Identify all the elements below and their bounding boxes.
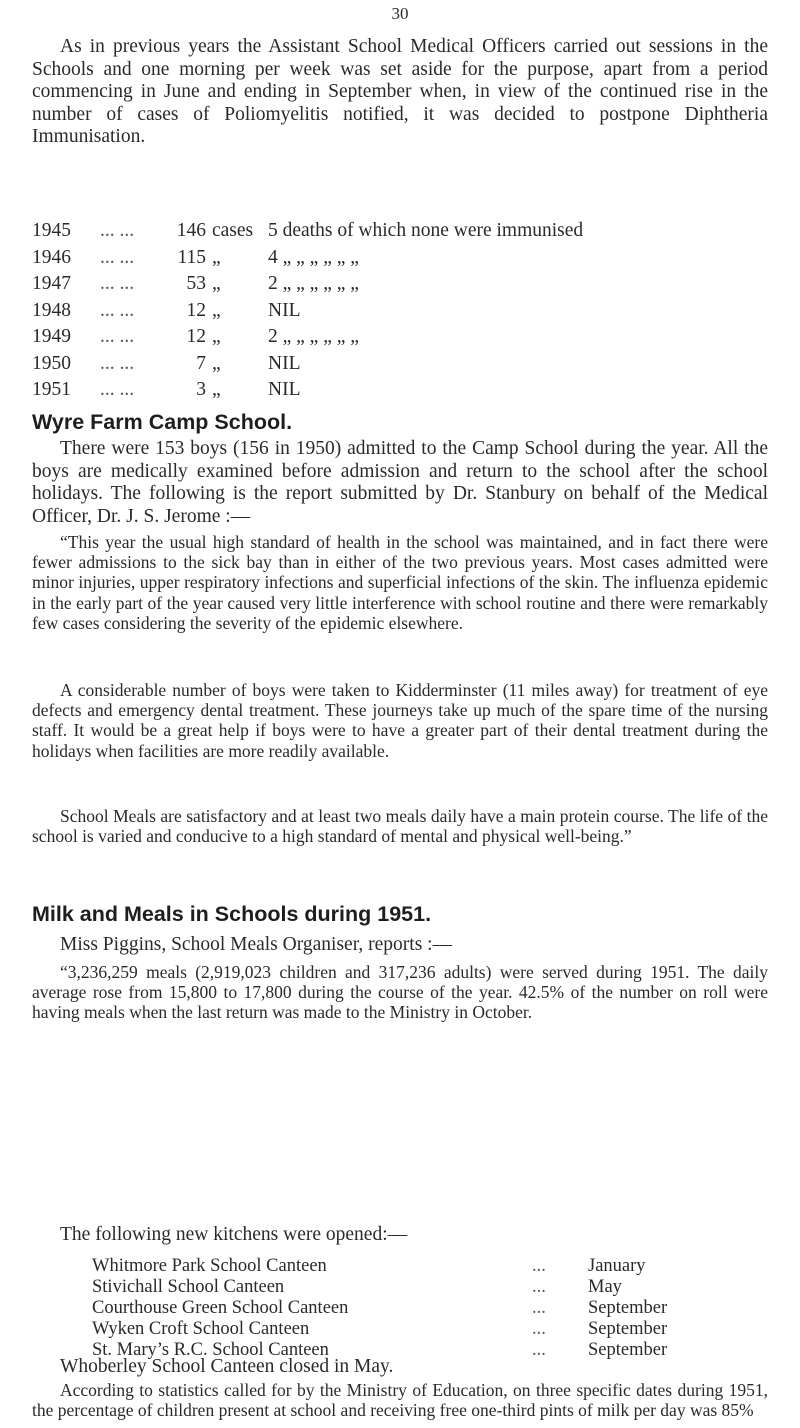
intro-paragraph: As in previous years the Assistant School Medical Officers carried out sessions in the Schools and one morning per week was set aside for the purpose, apart from a period commencing in June and ending in September when, in view of the continued rise in the number of cases of Poliomyelitis notified, it was decided to postpone Diphtheria Immunisation. (32, 36, 768, 148)
kitchens-table (92, 1256, 667, 1361)
milk-intro: Miss Piggins, School Meals Organiser, reports :— (60, 934, 453, 955)
wyre-farm-paragraph: There were 153 boys (156 in 1950) admitted to the Camp School during the year. All the boys are medically examined before admission and return to the school after the school holidays. The following is the report submitted by Dr. Stanbury on behalf of the Medical Officer, Dr. J. S. Jerome :— (32, 438, 768, 527)
table-row: 1946 ... ... 115 „ 4 „ „ „ „ „ „ (32, 246, 359, 268)
table-row: 1950 ... ... 7 „ NIL (32, 352, 301, 374)
list-item: St. Mary’s R.C. School Canteen ... September (92, 1340, 668, 1360)
list-item: Stivichall School Canteen ... May (92, 1277, 622, 1297)
table-row: 1951 ... ... 3 „ NIL (32, 379, 301, 400)
kitchens-intro: The following new kitchens were opened:— (60, 1224, 408, 1245)
milk-meals-heading: Milk and Meals in Schools during 1951. (32, 902, 432, 926)
list-item: Wyken Croft School Canteen ... September (92, 1319, 668, 1339)
table-row: 1948 ... ... 12 „ NIL (32, 299, 301, 321)
table-row: 1947 ... ... 53 „ 2 „ „ „ „ „ „ (32, 273, 359, 294)
milk-statistics-paragraph: According to statistics called for by the Ministry of Education, on three specific dates during 1951, the percentage of children present at school and receiving free one-third pints of milk per day was 85% (32, 1380, 768, 1421)
polio-cases-table (32, 220, 583, 406)
wyre-quote-health: “This year the usual high standard of health in the school was maintained, and in fact there were fewer admissions to the sick bay than in either of the two previous years. Most cases admitted were minor injuries, upper respiratory infections and superficial infections of the skin. The influenza epidemic in the early part of the year caused very little interference with school routine and there were remarkably few cases considering the severity of the epidemic elsewhere. (32, 532, 768, 633)
page-number: 30 (391, 4, 409, 23)
canteen-closed-note: Whoberley School Canteen closed in May. (60, 1356, 394, 1377)
wyre-quote-treatment: A considerable number of boys were taken to Kidderminster (11 miles away) for treatment of eye defects and emergency dental treatment. These journeys take up much of the spare time of the nursing staff. It would be a great help if boys were to have a greater part of their dental treatment during the holidays when facilities are more readily available. (32, 680, 768, 761)
list-item: Courthouse Green School Canteen ... September (92, 1298, 668, 1318)
wyre-farm-heading: Wyre Farm Camp School. (32, 410, 293, 434)
list-item: Whitmore Park School Canteen ... January (92, 1256, 646, 1276)
wyre-quote-meals: School Meals are satisfactory and at least two meals daily have a main protein course. The life of the school is varied and conducive to a high standard of mental and physical well-being.” (32, 806, 768, 847)
milk-quote: “3,236,259 meals (2,919,023 children and 317,236 adults) were served during 1951. The daily average rose from 15,800 to 17,800 during the course of the year. 42.5% of the number on roll were having meals when the last return was made to the Ministry in October. (32, 962, 768, 1023)
table-row: 1949 ... ... 12 „ 2 „ „ „ „ „ „ (32, 326, 359, 347)
table-row: 1945 ... ... 146 cases 5 deaths of which none were immunised (32, 220, 584, 241)
